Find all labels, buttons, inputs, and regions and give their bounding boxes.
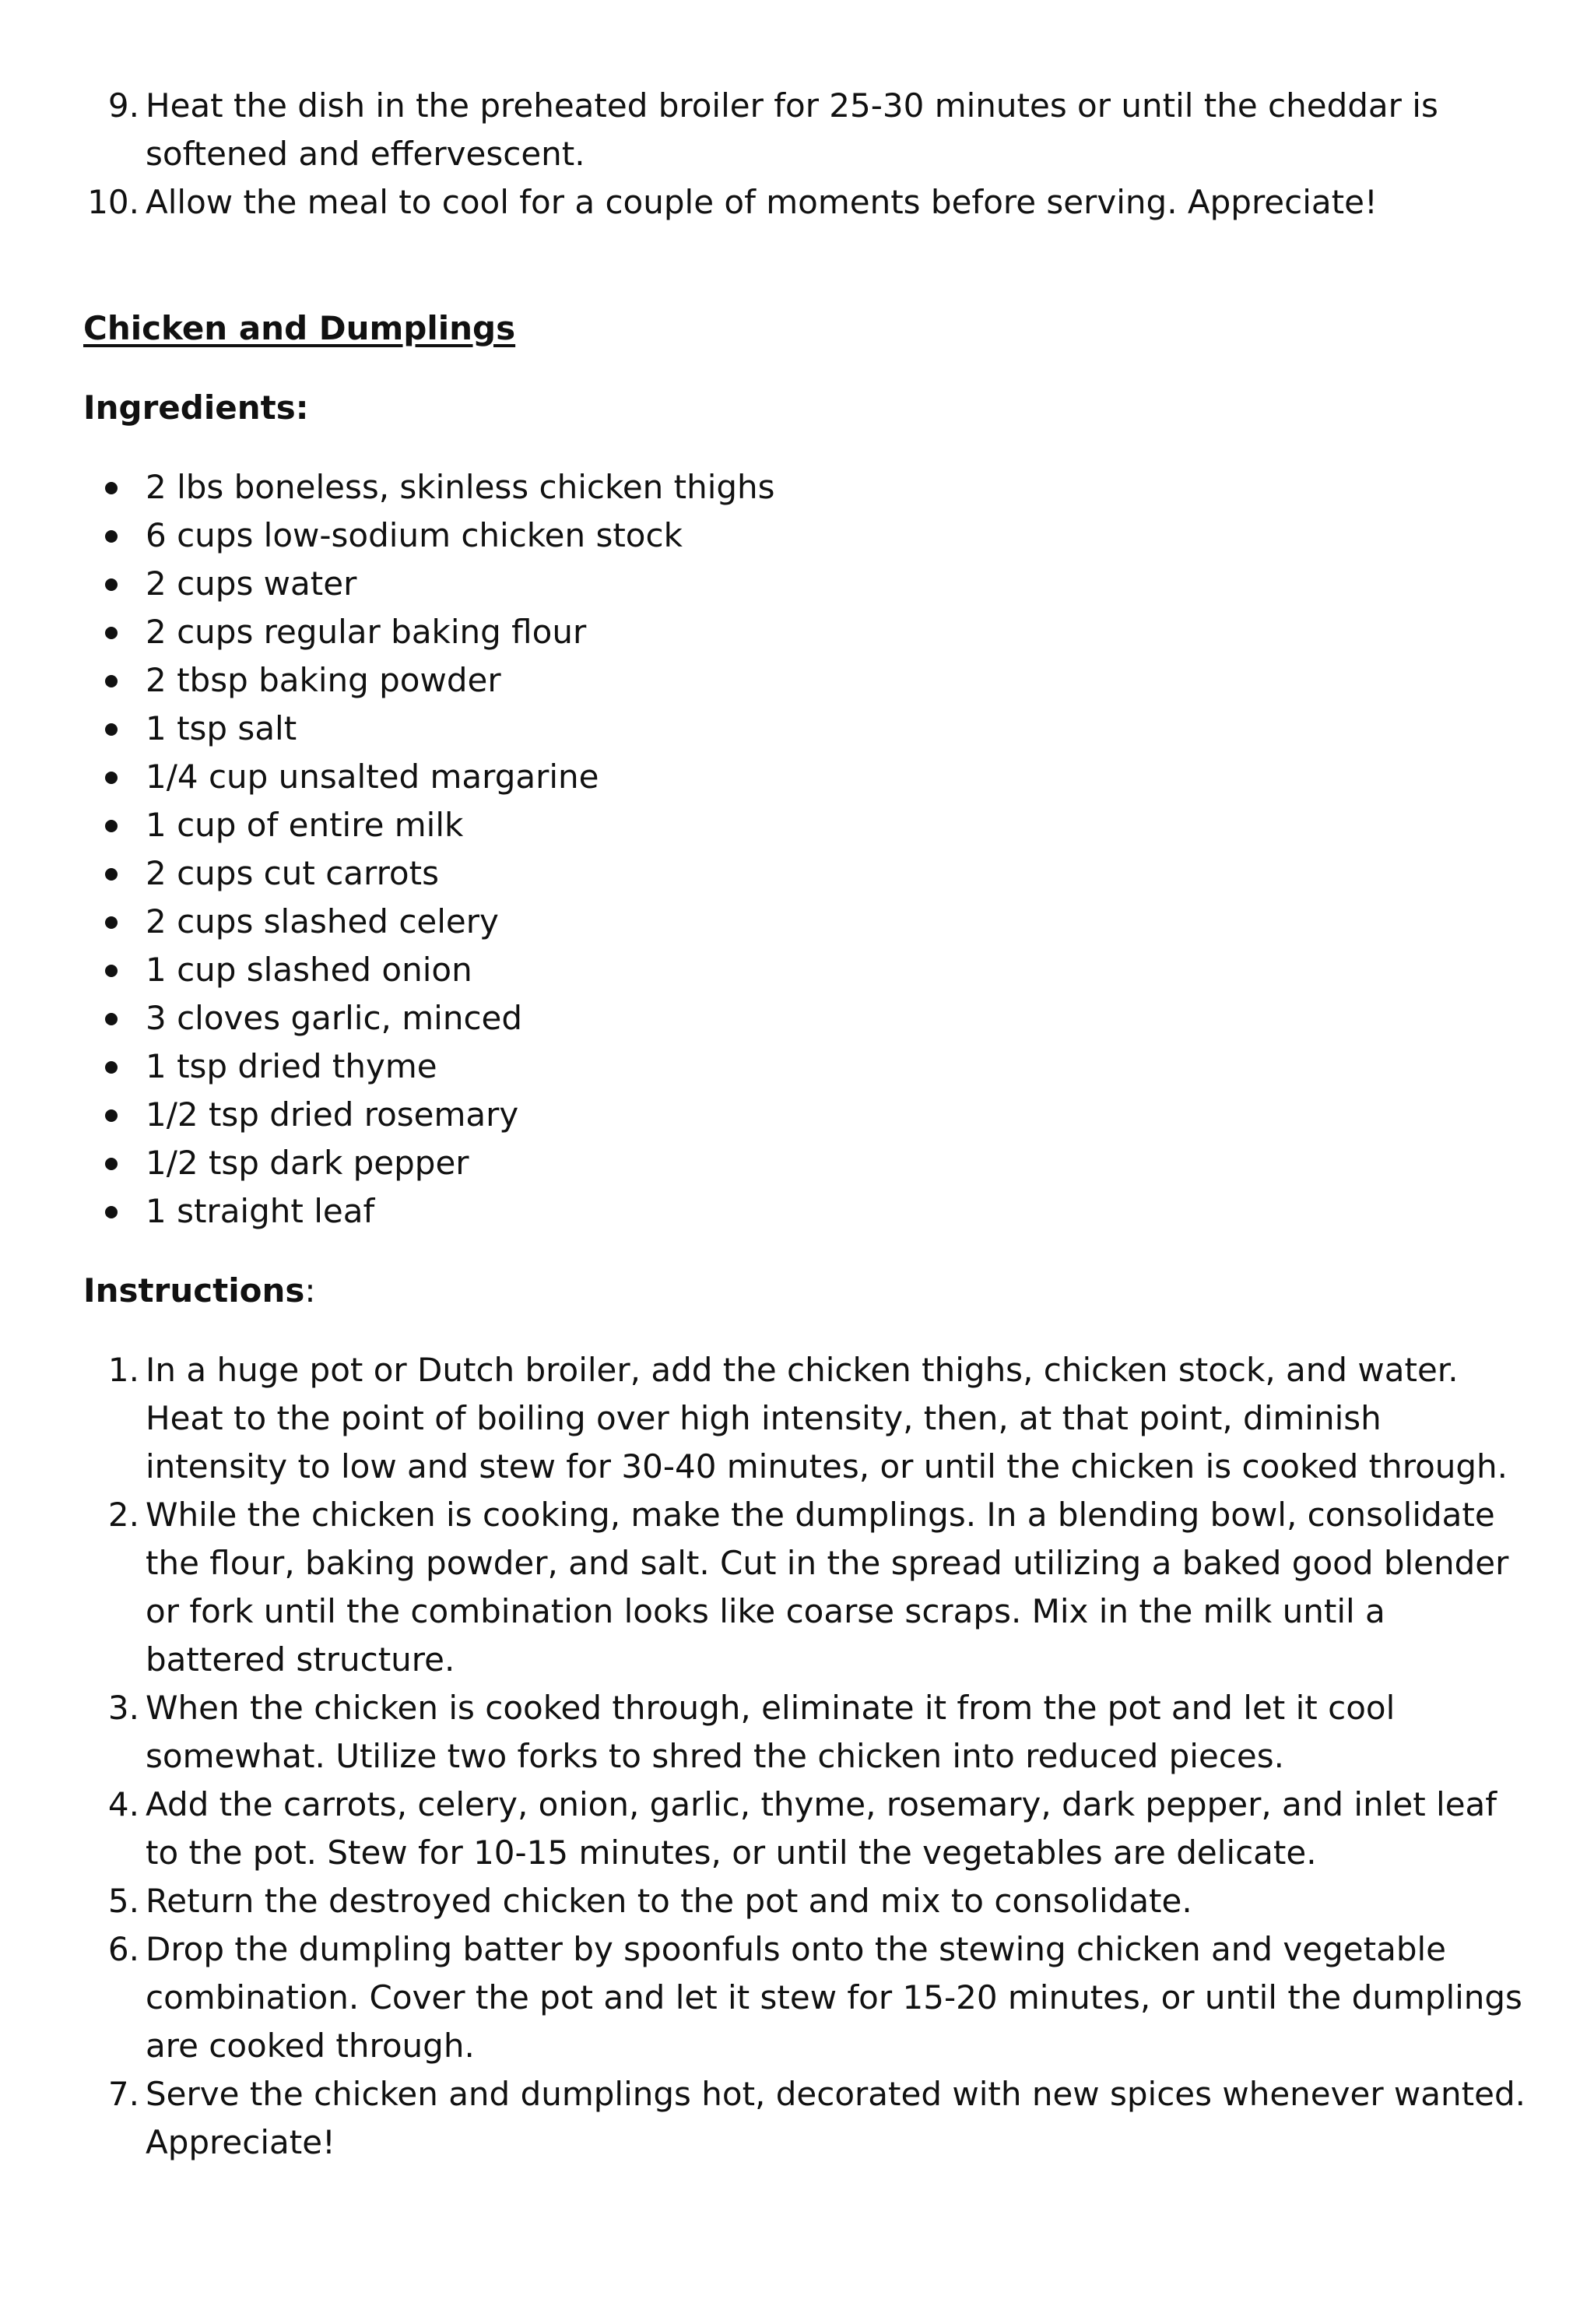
ingredient-text: 1 tsp salt	[146, 709, 297, 747]
list-item	[83, 705, 1532, 753]
list-item	[83, 1877, 1532, 1925]
step-number: 3.	[107, 1689, 139, 1727]
ingredients-list	[83, 463, 1532, 1236]
bullet-icon	[105, 530, 118, 543]
instructions-heading-colon: :	[304, 1271, 316, 1310]
list-item	[83, 1042, 1532, 1091]
list-item	[83, 178, 1532, 227]
ingredient-text: 1 tsp dried thyme	[146, 1047, 437, 1085]
bullet-icon	[105, 1109, 118, 1122]
recipe-title: Chicken and Dumplings	[83, 309, 516, 347]
list-item	[83, 560, 1532, 608]
instructions-heading	[83, 1267, 1532, 1315]
list-item	[83, 1346, 1532, 1491]
step-number: 10.	[87, 183, 139, 221]
list-item	[83, 994, 1532, 1042]
step-text: While the chicken is cooking, make the dumplings. In a blending bowl, consolidate the flour, baking powder, and salt. Cut in the spread utilizing a baked good blender or fork until the combination looks like coarse scraps. Mix in the milk until a battered structure.	[146, 1496, 1509, 1679]
step-number: 7.	[107, 2075, 139, 2113]
list-item	[83, 753, 1532, 801]
ingredient-text: 2 cups slashed celery	[146, 902, 499, 940]
list-item	[83, 82, 1532, 178]
list-item	[83, 463, 1532, 512]
bullet-icon	[105, 1206, 118, 1218]
list-item	[83, 1925, 1532, 2070]
ingredient-text: 2 lbs boneless, skinless chicken thighs	[146, 468, 775, 506]
bullet-icon	[105, 916, 118, 929]
step-text: Heat the dish in the preheated broiler for 25-30 minutes or until the cheddar is softened and effervescent.	[146, 86, 1438, 173]
step-text: In a huge pot or Dutch broiler, add the chicken thighs, chicken stock, and water. Heat to the point of boiling over high intensity, then, at that point, diminish intensity to low and stew for 30-40 minutes, or until the chicken is cooked through.	[146, 1351, 1508, 1485]
step-number: 1.	[107, 1351, 139, 1389]
list-item	[83, 1491, 1532, 1684]
instructions-list	[83, 1346, 1532, 2167]
step-number: 6.	[107, 1930, 139, 1968]
list-item	[83, 512, 1532, 560]
bullet-icon	[105, 1061, 118, 1074]
bullet-icon	[105, 482, 118, 494]
step-number: 9.	[107, 86, 139, 125]
list-item	[83, 656, 1532, 705]
ingredient-text: 2 cups regular baking flour	[146, 613, 587, 651]
list-item	[83, 608, 1532, 656]
list-item	[83, 898, 1532, 946]
ingredient-text: 1/2 tsp dark pepper	[146, 1144, 469, 1182]
ingredient-text: 1 cup of entire milk	[146, 806, 464, 844]
ingredient-text: 1 straight leaf	[146, 1192, 375, 1230]
ingredient-text: 1/4 cup unsalted margarine	[146, 758, 599, 796]
ingredient-text: 3 cloves garlic, minced	[146, 999, 523, 1037]
ingredient-text: 2 cups cut carrots	[146, 854, 439, 892]
step-text: Serve the chicken and dumplings hot, decorated with new spices whenever wanted. Appreciate!	[146, 2075, 1526, 2161]
ingredient-text: 6 cups low-sodium chicken stock	[146, 516, 683, 554]
step-text: When the chicken is cooked through, eliminate it from the pot and let it cool somewhat. Utilize two forks to shred the chicken into reduced pieces.	[146, 1689, 1396, 1775]
ingredient-text: 2 cups water	[146, 564, 357, 603]
ingredient-text: 1/2 tsp dried rosemary	[146, 1095, 519, 1134]
step-text: Return the destroyed chicken to the pot and mix to consolidate.	[146, 1882, 1192, 1920]
bullet-icon	[105, 772, 118, 784]
list-item	[83, 1187, 1532, 1236]
list-item	[83, 801, 1532, 849]
list-item	[83, 849, 1532, 898]
step-number: 4.	[107, 1785, 139, 1823]
bullet-icon	[105, 578, 118, 591]
previous-recipe-steps	[83, 82, 1532, 227]
instructions-heading-text: Instructions	[83, 1271, 305, 1310]
step-text: Allow the meal to cool for a couple of moments before serving. Appreciate!	[146, 183, 1378, 221]
bullet-icon	[105, 723, 118, 736]
step-text: Drop the dumpling batter by spoonfuls onto the stewing chicken and vegetable combination. Cover the pot and let it stew for 15-20 minutes, or until the dumplings are cooked through.	[146, 1930, 1522, 2065]
list-item	[83, 1091, 1532, 1139]
list-item	[83, 2070, 1532, 2167]
bullet-icon	[105, 965, 118, 977]
ingredient-text: 2 tbsp baking powder	[146, 661, 501, 699]
bullet-icon	[105, 627, 118, 639]
ingredients-heading: Ingredients:	[83, 389, 309, 427]
list-item	[83, 1684, 1532, 1781]
ingredient-text: 1 cup slashed onion	[146, 951, 472, 989]
bullet-icon	[105, 868, 118, 881]
list-item	[83, 1139, 1532, 1187]
bullet-icon	[105, 820, 118, 832]
bullet-icon	[105, 675, 118, 687]
bullet-icon	[105, 1013, 118, 1025]
step-number: 2.	[107, 1496, 139, 1534]
step-number: 5.	[107, 1882, 139, 1920]
list-item	[83, 1781, 1532, 1877]
bullet-icon	[105, 1158, 118, 1170]
list-item	[83, 946, 1532, 994]
step-text: Add the carrots, celery, onion, garlic, thyme, rosemary, dark pepper, and inlet leaf to the pot. Stew for 10-15 minutes, or until the vegetables are delicate.	[146, 1785, 1497, 1872]
